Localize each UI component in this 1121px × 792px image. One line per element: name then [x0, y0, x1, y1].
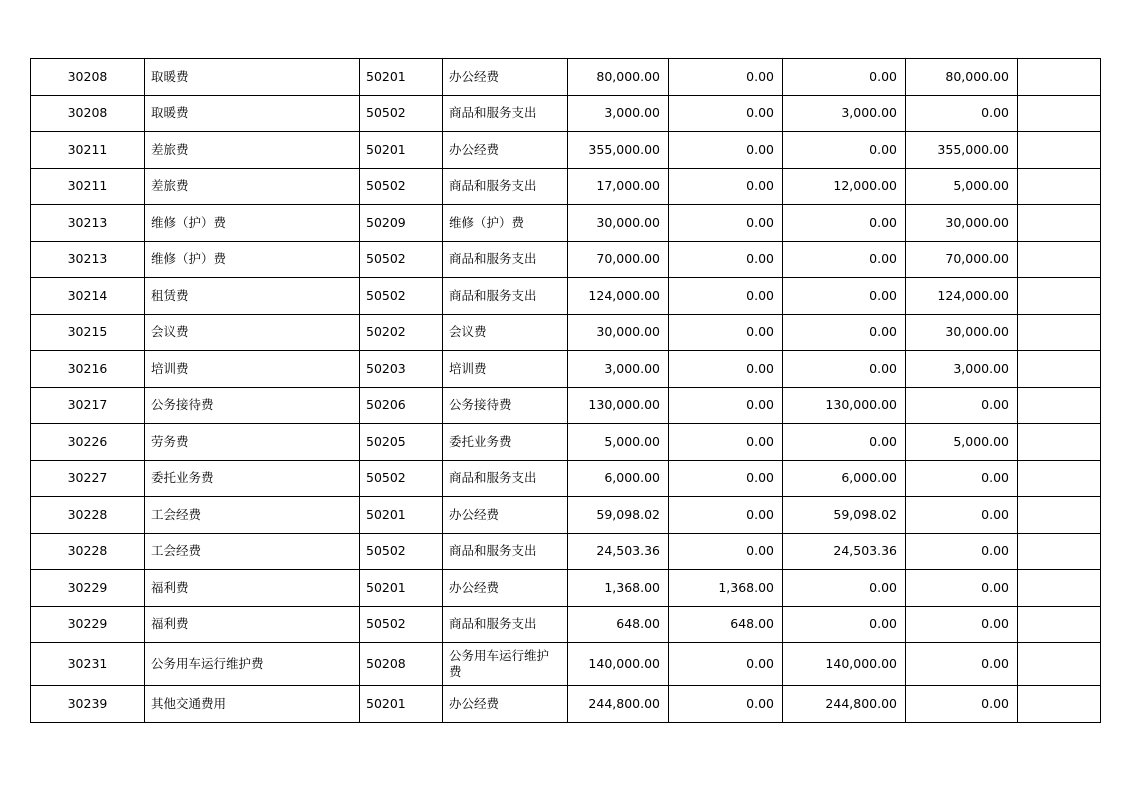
economic-code-cell: 50201 [360, 497, 443, 534]
economic-code-cell: 50502 [360, 606, 443, 643]
economic-name-cell: 委托业务费 [443, 424, 568, 461]
amount-col-1-cell: 0.00 [669, 314, 783, 351]
table-row [31, 241, 1101, 278]
amount-col-2-cell: 0.00 [783, 278, 906, 315]
function-code-cell: 30208 [31, 59, 145, 96]
economic-name-cell: 会议费 [443, 314, 568, 351]
amount-col-3-cell: 0.00 [906, 686, 1018, 723]
function-code-cell: 30215 [31, 314, 145, 351]
economic-name-cell: 商品和服务支出 [443, 168, 568, 205]
table-row [31, 533, 1101, 570]
total-amount-cell: 124,000.00 [568, 278, 669, 315]
function-code-cell: 30228 [31, 497, 145, 534]
economic-code-cell: 50202 [360, 314, 443, 351]
blank-cell [1018, 278, 1101, 315]
economic-code-cell: 50502 [360, 168, 443, 205]
amount-col-3-cell: 30,000.00 [906, 314, 1018, 351]
economic-code-cell: 50201 [360, 570, 443, 607]
amount-col-1-cell: 0.00 [669, 241, 783, 278]
function-code-cell: 30213 [31, 205, 145, 242]
function-name-cell: 维修（护）费 [145, 205, 360, 242]
economic-code-cell: 50206 [360, 387, 443, 424]
economic-name-cell: 维修（护）费 [443, 205, 568, 242]
table-row [31, 424, 1101, 461]
amount-col-1-cell: 0.00 [669, 643, 783, 686]
table-row [31, 314, 1101, 351]
amount-col-1-cell: 0.00 [669, 686, 783, 723]
blank-cell [1018, 241, 1101, 278]
amount-col-1-cell: 0.00 [669, 351, 783, 388]
economic-name-cell: 商品和服务支出 [443, 460, 568, 497]
function-code-cell: 30229 [31, 606, 145, 643]
economic-code-cell: 50208 [360, 643, 443, 686]
function-name-cell: 工会经费 [145, 533, 360, 570]
amount-col-2-cell: 0.00 [783, 314, 906, 351]
blank-cell [1018, 168, 1101, 205]
table-row [31, 351, 1101, 388]
amount-col-3-cell: 0.00 [906, 387, 1018, 424]
function-name-cell: 会议费 [145, 314, 360, 351]
total-amount-cell: 59,098.02 [568, 497, 669, 534]
amount-col-3-cell: 30,000.00 [906, 205, 1018, 242]
table-row [31, 278, 1101, 315]
amount-col-1-cell: 0.00 [669, 387, 783, 424]
amount-col-3-cell: 0.00 [906, 95, 1018, 132]
blank-cell [1018, 205, 1101, 242]
amount-col-2-cell: 244,800.00 [783, 686, 906, 723]
table-row [31, 606, 1101, 643]
amount-col-3-cell: 5,000.00 [906, 424, 1018, 461]
function-name-cell: 培训费 [145, 351, 360, 388]
blank-cell [1018, 606, 1101, 643]
function-name-cell: 劳务费 [145, 424, 360, 461]
table-row [31, 497, 1101, 534]
amount-col-3-cell: 355,000.00 [906, 132, 1018, 169]
function-code-cell: 30211 [31, 168, 145, 205]
function-name-cell: 租赁费 [145, 278, 360, 315]
economic-code-cell: 50502 [360, 241, 443, 278]
amount-col-3-cell: 0.00 [906, 460, 1018, 497]
function-code-cell: 30211 [31, 132, 145, 169]
amount-col-2-cell: 130,000.00 [783, 387, 906, 424]
amount-col-3-cell: 70,000.00 [906, 241, 1018, 278]
table-row [31, 387, 1101, 424]
function-name-cell: 其他交通费用 [145, 686, 360, 723]
amount-col-1-cell: 648.00 [669, 606, 783, 643]
blank-cell [1018, 351, 1101, 388]
amount-col-2-cell: 3,000.00 [783, 95, 906, 132]
function-name-cell: 取暖费 [145, 59, 360, 96]
total-amount-cell: 355,000.00 [568, 132, 669, 169]
table-row [31, 132, 1101, 169]
blank-cell [1018, 387, 1101, 424]
economic-code-cell: 50201 [360, 132, 443, 169]
table-row [31, 168, 1101, 205]
amount-col-3-cell: 80,000.00 [906, 59, 1018, 96]
amount-col-1-cell: 0.00 [669, 460, 783, 497]
economic-name-cell: 办公经费 [443, 686, 568, 723]
economic-name-cell: 公务接待费 [443, 387, 568, 424]
function-name-cell: 公务用车运行维护费 [145, 643, 360, 686]
economic-name-cell: 办公经费 [443, 132, 568, 169]
economic-name-cell: 商品和服务支出 [443, 95, 568, 132]
blank-cell [1018, 424, 1101, 461]
amount-col-2-cell: 0.00 [783, 59, 906, 96]
blank-cell [1018, 314, 1101, 351]
amount-col-2-cell: 0.00 [783, 241, 906, 278]
total-amount-cell: 17,000.00 [568, 168, 669, 205]
economic-name-cell: 培训费 [443, 351, 568, 388]
amount-col-2-cell: 0.00 [783, 351, 906, 388]
function-code-cell: 30214 [31, 278, 145, 315]
total-amount-cell: 130,000.00 [568, 387, 669, 424]
total-amount-cell: 1,368.00 [568, 570, 669, 607]
amount-col-3-cell: 0.00 [906, 606, 1018, 643]
amount-col-3-cell: 3,000.00 [906, 351, 1018, 388]
table-row [31, 643, 1101, 686]
economic-name-cell: 商品和服务支出 [443, 533, 568, 570]
total-amount-cell: 648.00 [568, 606, 669, 643]
amount-col-2-cell: 0.00 [783, 424, 906, 461]
amount-col-2-cell: 0.00 [783, 606, 906, 643]
function-name-cell: 取暖费 [145, 95, 360, 132]
economic-name-cell: 商品和服务支出 [443, 241, 568, 278]
amount-col-1-cell: 0.00 [669, 168, 783, 205]
amount-col-3-cell: 0.00 [906, 497, 1018, 534]
amount-col-3-cell: 0.00 [906, 643, 1018, 686]
economic-code-cell: 50201 [360, 59, 443, 96]
amount-col-3-cell: 0.00 [906, 570, 1018, 607]
function-code-cell: 30231 [31, 643, 145, 686]
total-amount-cell: 3,000.00 [568, 351, 669, 388]
blank-cell [1018, 132, 1101, 169]
amount-col-3-cell: 0.00 [906, 533, 1018, 570]
total-amount-cell: 5,000.00 [568, 424, 669, 461]
total-amount-cell: 3,000.00 [568, 95, 669, 132]
table-row [31, 95, 1101, 132]
blank-cell [1018, 59, 1101, 96]
function-name-cell: 工会经费 [145, 497, 360, 534]
function-code-cell: 30227 [31, 460, 145, 497]
function-name-cell: 福利费 [145, 570, 360, 607]
function-name-cell: 差旅费 [145, 132, 360, 169]
table-row [31, 205, 1101, 242]
economic-name-cell: 办公经费 [443, 59, 568, 96]
amount-col-1-cell: 0.00 [669, 59, 783, 96]
function-code-cell: 30216 [31, 351, 145, 388]
economic-code-cell: 50201 [360, 686, 443, 723]
function-code-cell: 30226 [31, 424, 145, 461]
amount-col-2-cell: 0.00 [783, 205, 906, 242]
economic-code-cell: 50502 [360, 278, 443, 315]
total-amount-cell: 80,000.00 [568, 59, 669, 96]
amount-col-1-cell: 0.00 [669, 205, 783, 242]
expenditure-table [30, 58, 1101, 723]
blank-cell [1018, 570, 1101, 607]
blank-cell [1018, 95, 1101, 132]
amount-col-2-cell: 140,000.00 [783, 643, 906, 686]
economic-code-cell: 50205 [360, 424, 443, 461]
function-code-cell: 30228 [31, 533, 145, 570]
amount-col-2-cell: 24,503.36 [783, 533, 906, 570]
amount-col-1-cell: 0.00 [669, 533, 783, 570]
total-amount-cell: 30,000.00 [568, 205, 669, 242]
amount-col-1-cell: 0.00 [669, 95, 783, 132]
function-code-cell: 30213 [31, 241, 145, 278]
table-row [31, 59, 1101, 96]
blank-cell [1018, 686, 1101, 723]
table-body [31, 59, 1101, 723]
economic-name-cell: 商品和服务支出 [443, 278, 568, 315]
amount-col-3-cell: 5,000.00 [906, 168, 1018, 205]
blank-cell [1018, 497, 1101, 534]
economic-code-cell: 50203 [360, 351, 443, 388]
amount-col-2-cell: 0.00 [783, 570, 906, 607]
function-name-cell: 公务接待费 [145, 387, 360, 424]
function-code-cell: 30208 [31, 95, 145, 132]
amount-col-1-cell: 0.00 [669, 132, 783, 169]
function-name-cell: 委托业务费 [145, 460, 360, 497]
total-amount-cell: 30,000.00 [568, 314, 669, 351]
blank-cell [1018, 533, 1101, 570]
total-amount-cell: 6,000.00 [568, 460, 669, 497]
function-name-cell: 福利费 [145, 606, 360, 643]
table-row [31, 570, 1101, 607]
function-code-cell: 30239 [31, 686, 145, 723]
total-amount-cell: 244,800.00 [568, 686, 669, 723]
amount-col-2-cell: 59,098.02 [783, 497, 906, 534]
economic-name-cell: 公务用车运行维护费 [443, 643, 568, 686]
amount-col-2-cell: 6,000.00 [783, 460, 906, 497]
economic-name-cell: 办公经费 [443, 570, 568, 607]
amount-col-1-cell: 0.00 [669, 424, 783, 461]
blank-cell [1018, 643, 1101, 686]
blank-cell [1018, 460, 1101, 497]
function-name-cell: 维修（护）费 [145, 241, 360, 278]
amount-col-2-cell: 0.00 [783, 132, 906, 169]
total-amount-cell: 70,000.00 [568, 241, 669, 278]
table-row [31, 686, 1101, 723]
table-row [31, 460, 1101, 497]
economic-name-cell: 办公经费 [443, 497, 568, 534]
economic-name-cell: 商品和服务支出 [443, 606, 568, 643]
economic-code-cell: 50502 [360, 95, 443, 132]
amount-col-1-cell: 0.00 [669, 497, 783, 534]
amount-col-1-cell: 0.00 [669, 278, 783, 315]
function-code-cell: 30217 [31, 387, 145, 424]
amount-col-1-cell: 1,368.00 [669, 570, 783, 607]
total-amount-cell: 24,503.36 [568, 533, 669, 570]
amount-col-3-cell: 124,000.00 [906, 278, 1018, 315]
function-code-cell: 30229 [31, 570, 145, 607]
economic-code-cell: 50502 [360, 460, 443, 497]
economic-code-cell: 50209 [360, 205, 443, 242]
total-amount-cell: 140,000.00 [568, 643, 669, 686]
economic-code-cell: 50502 [360, 533, 443, 570]
amount-col-2-cell: 12,000.00 [783, 168, 906, 205]
function-name-cell: 差旅费 [145, 168, 360, 205]
